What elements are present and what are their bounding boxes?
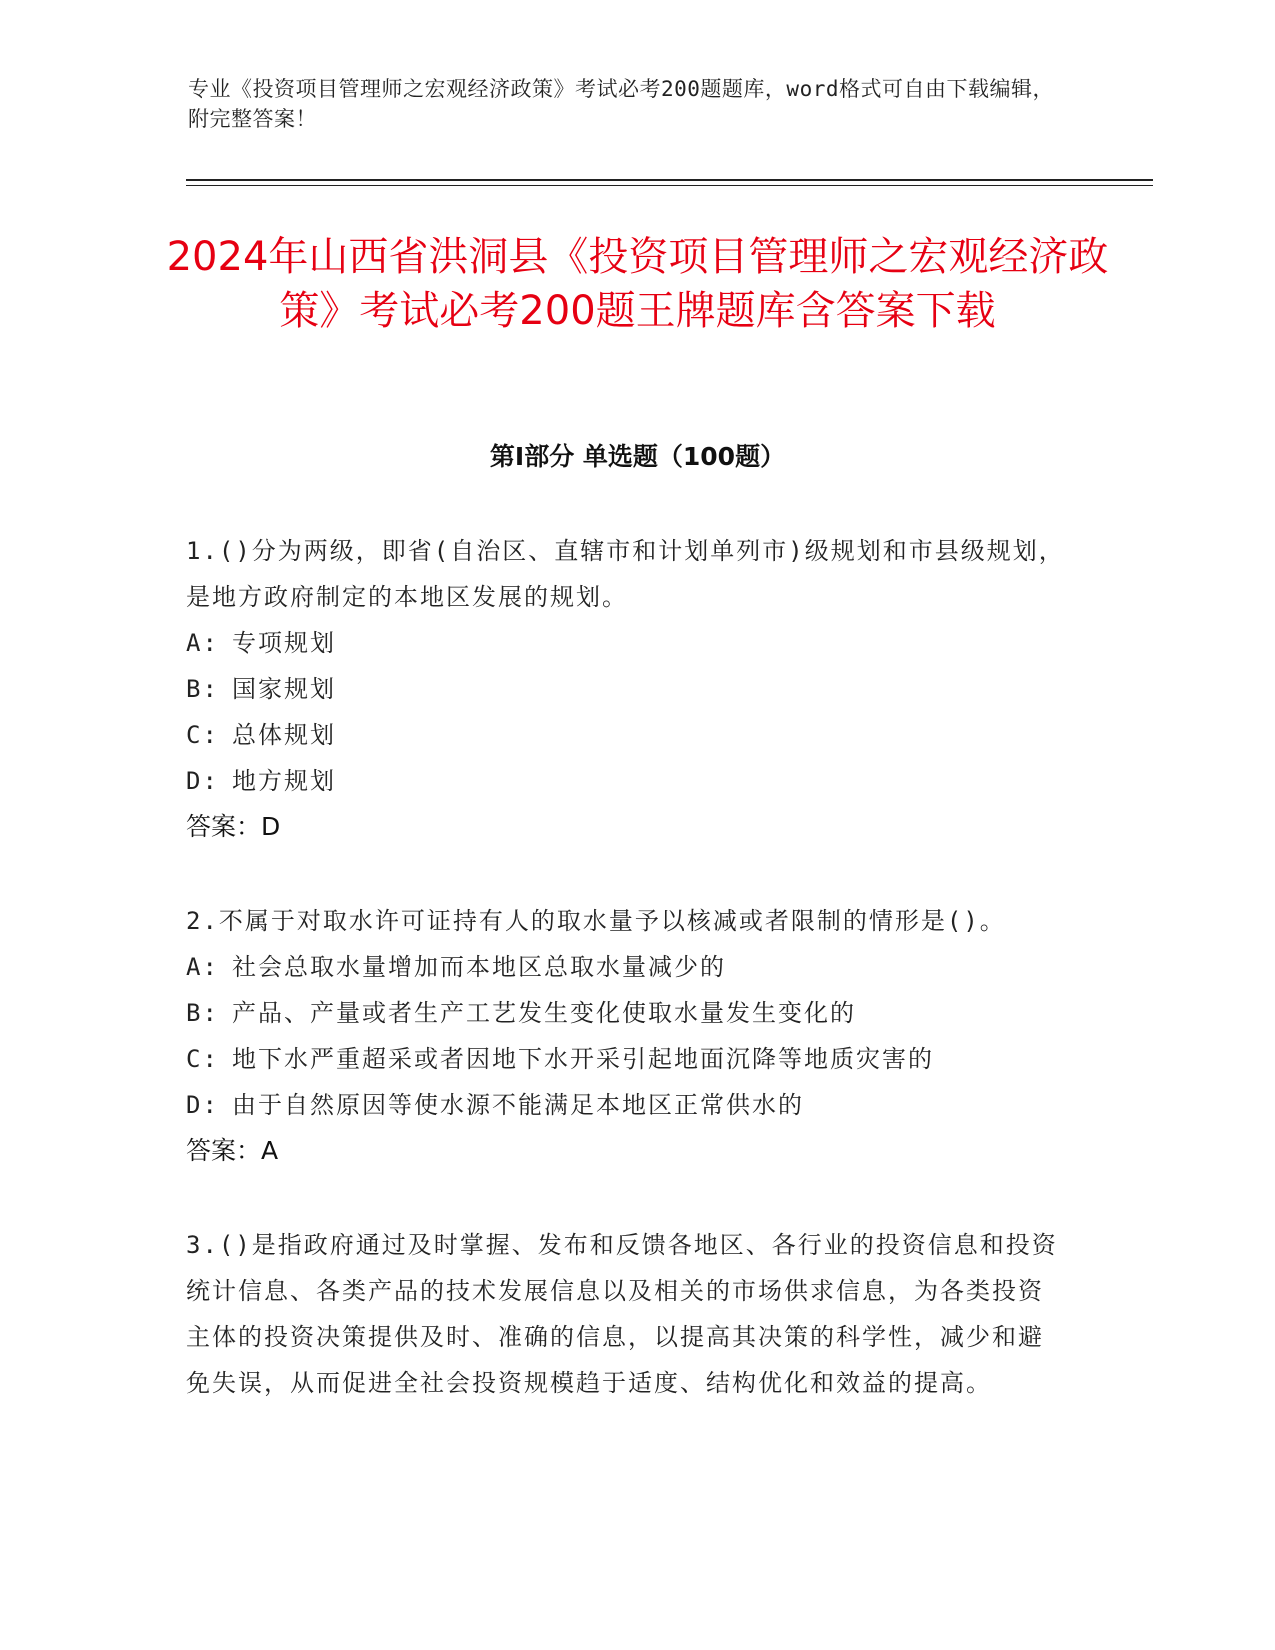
option-d [186,1082,1066,1128]
answer-line: 答案：D [186,812,281,841]
option-d [186,758,1066,804]
option-key: B: [186,999,219,1027]
option-b [186,666,1066,712]
option-text: 地方规划 [232,767,336,795]
question-3 [186,1222,1066,1406]
option-text: 社会总取水量增加而本地区总取水量减少的 [232,953,726,981]
option-text: 由于自然原因等使水源不能满足本地区正常供水的 [232,1091,804,1119]
question-stem: 3.()是指政府通过及时掌握、发布和反馈各地区、各行业的投资信息和投资统计信息、各类产品的技术发展信息以及相关的市场供求信息，为各类投资主体的投资决策提供及时、准确的信息，以提高其决策的科学性，减少和避免失误，从而促进全社会投资规模趋于适度、结构优化和效益的提高。 [186,1231,1058,1397]
question-stem: 1.()分为两级，即省(自治区、直辖市和计划单列市)级规划和市县级规划，是地方政府制定的本地区发展的规划。 [186,537,1065,611]
option-text: 总体规划 [232,721,336,749]
header-divider-thin [186,185,1153,186]
option-text: 国家规划 [232,675,336,703]
option-key: D: [186,1091,219,1119]
option-key: D: [186,767,219,795]
option-key: C: [186,1045,219,1073]
option-key: C: [186,721,219,749]
option-text: 产品、产量或者生产工艺发生变化使取水量发生变化的 [232,999,856,1027]
option-a [186,944,1066,990]
option-key: A: [186,629,219,657]
question-stem: 2.不属于对取水许可证持有人的取水量予以核减或者限制的情形是()。 [186,907,1006,935]
question-list [186,528,1066,1454]
option-b [186,990,1066,1036]
option-c [186,1036,1066,1082]
header-divider-thick [186,179,1153,181]
option-text: 地下水严重超采或者因地下水开采引起地面沉降等地质灾害的 [232,1045,934,1073]
answer-line: 答案：A [186,1136,279,1165]
option-key: A: [186,953,219,981]
header-note: 专业《投资项目管理师之宏观经济政策》考试必考200题题库，word格式可自由下载编辑，附完整答案！ [188,77,1054,131]
option-key: B: [186,675,219,703]
option-a [186,620,1066,666]
document-title: 2024年山西省洪洞县《投资项目管理师之宏观经济政策》考试必考200题王牌题库含答案下载 [166,234,1109,334]
option-c [186,712,1066,758]
section-heading: 第I部分 单选题（100题） [489,442,786,471]
question-1 [186,528,1066,850]
question-2 [186,898,1066,1174]
option-text: 专项规划 [232,629,336,657]
